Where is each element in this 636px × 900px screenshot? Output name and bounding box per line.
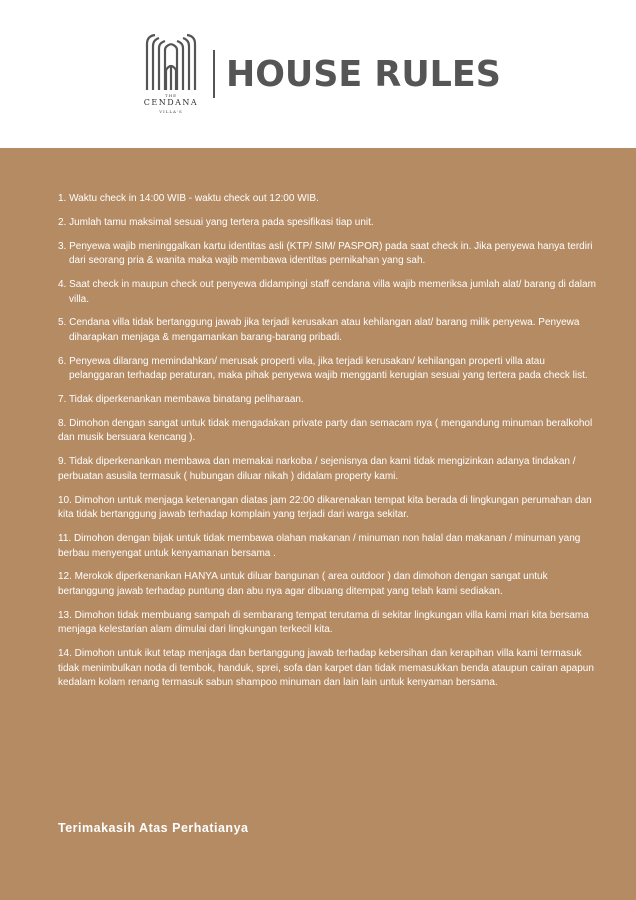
rule-item-3: 3. Penyewa wajib meninggalkan kartu identitas asli (KTP/ SIM/ PASPOR) pada saat check in. Jika penyewa hanya terdiri dari seorang pria & wanita maka wajib membawa identitas pernikahan yang sah. [58, 240, 593, 267]
rule-item-10: 10. Dimohon untuk menjaga ketenangan diatas jam 22:00 dikarenakan tempat kita berada di lingkungan perumahan dan kita tidak bertanggung jawab terhadap komplain yang terjadi dari warga sekitar. [58, 494, 592, 521]
rule-item-9: 9. Tidak diperkenankan membawa dan memakai narkoba / sejenisnya dan kami tidak mengizinkan adanya tindakan / perbuatan asusila termasuk ( hubungan diluar nikah ) didalam property kami. [58, 456, 576, 482]
header [0, 0, 636, 148]
rule-item-11: 11. Dimohon dengan bijak untuk tidak membawa olahan makanan / minuman non halal dan makanan / minuman yang berbau menyengat untuk kenyamanan bersama . [58, 532, 581, 559]
thanks-text: Terimakasih Atas Perhatianya [58, 821, 249, 835]
rules-list [58, 192, 598, 700]
rule-item-2: 2. Jumlah tamu maksimal sesuai yang tertera pada spesifikasi tiap unit. [58, 216, 374, 228]
page-title: HOUSE RULES [226, 54, 501, 95]
rule-item-6: 6. Penyewa dilarang memindahkan/ merusak properti vila, jika terjadi kerusakan/ kehilangan properti villa atau pelanggaran terhadap peraturan, maka pihak penyewa wajib mengganti kerugian sesuai yang tertera pada check list. [58, 355, 588, 382]
rule-item-12: 12. Merokok diperkenankan HANYA untuk diluar bangunan ( area outdoor ) dan dimohon dengan sangat untuk bertanggung jawab terhadap puntung dan abu nya agar dibuang ditempat yang telah kami sediakan. [58, 571, 548, 597]
rule-item-14: 14. Dimohon untuk ikut tetap menjaga dan bertanggung jawab terhadap kebersihan dan kerapihan villa kami termasuk tidak menimbulkan noda di tembok, handuk, sprei, sofa dan karpet dan tidak memasukkan benda ataupun cairan apapun kedalam kolam renang termasuk sabun shampoo minuman dan lain lain untuk kenyaman bersama. [58, 648, 594, 689]
rules-panel [0, 148, 636, 900]
villa-gate-icon [144, 32, 198, 90]
logo-the-text: THE [164, 93, 178, 98]
rule-item-13: 13. Dimohon tidak membuang sampah di sembarang tempat terutama di sekitar lingkungan villa kami mari kita bersama menjaga kelestarian alam dimulai dari lingkungan terkecil kita. [58, 609, 589, 636]
rule-item-4: 4. Saat check in maupun check out penyewa didampingi staff cendana villa wajib memeriksa jumlah alat/ barang di dalam villa. [58, 278, 596, 305]
rule-item-7: 7. Tidak diperkenankan membawa binatang peliharaan. [58, 394, 304, 406]
logo [140, 32, 202, 118]
rule-item-8: 8. Dimohon dengan sangat untuk tidak mengadakan private party dan semacam nya ( mengandung minuman beralkohol dan musik bersuara kencang ). [58, 417, 593, 444]
title-divider [213, 50, 215, 98]
logo-name-text: CENDANA [143, 98, 199, 107]
rule-item-1: 1. Waktu check in 14:00 WIB - waktu check out 12:00 WIB. [58, 193, 319, 204]
rule-item-5: 5. Cendana villa tidak bertanggung jawab jika terjadi kerusakan atau kehilangan alat/ barang milik penyewa. Penyewa diharapkan menjaga & mengamankan barang-barang pribadi. [58, 317, 580, 343]
logo-subtitle-text: VILLA'S [159, 109, 183, 114]
